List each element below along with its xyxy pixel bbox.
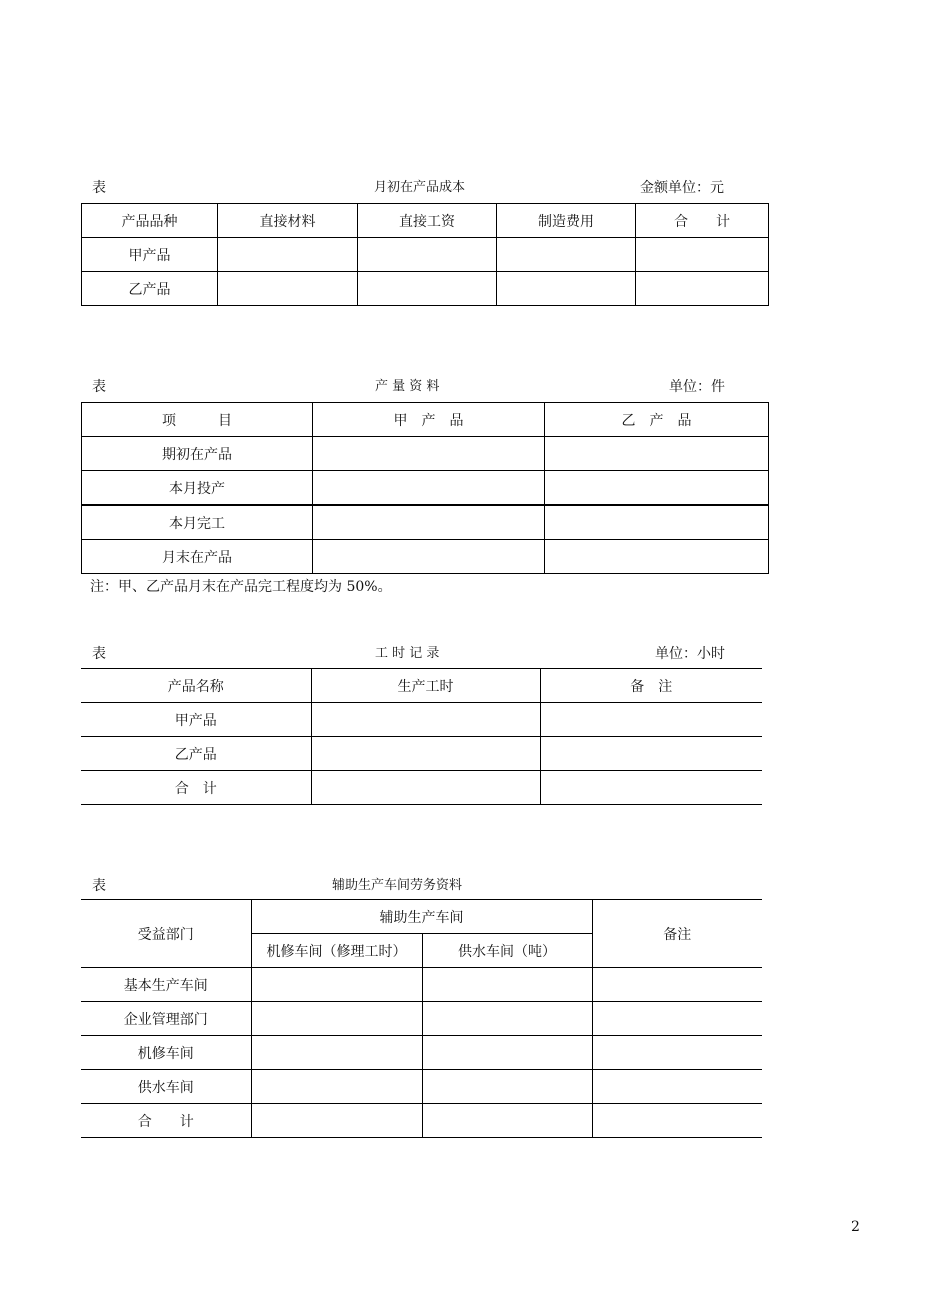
table-row xyxy=(81,1104,762,1138)
table-cell xyxy=(218,238,358,272)
table-cell xyxy=(251,1036,422,1070)
table4 xyxy=(81,899,762,1138)
table-cell xyxy=(218,272,358,306)
table1-header-cell: 产品品种 xyxy=(82,204,218,238)
table-cell: 乙产品 xyxy=(82,272,218,306)
table-cell xyxy=(311,703,540,737)
table-cell xyxy=(592,1070,762,1104)
table2-prefix: 表 xyxy=(92,379,106,395)
table2-unit: 单位：件 xyxy=(669,379,725,395)
table4-title: 辅助生产车间劳务资料 xyxy=(332,878,463,893)
table-cell xyxy=(313,505,545,540)
table-cell: 月末在产品 xyxy=(82,540,313,574)
table-cell xyxy=(540,771,762,805)
table3-caption xyxy=(92,644,772,664)
table4-header-remark: 备注 xyxy=(592,900,762,968)
table-row xyxy=(81,1070,762,1104)
table-row xyxy=(81,703,762,737)
table-cell xyxy=(592,1036,762,1070)
table-cell xyxy=(636,238,769,272)
table-cell xyxy=(251,968,422,1002)
table4-header-dept: 受益部门 xyxy=(81,900,251,968)
table4-header-sub1: 机修车间（修理工时） xyxy=(251,934,422,968)
table-cell xyxy=(422,1104,592,1138)
table-cell: 甲产品 xyxy=(81,703,311,737)
table-cell: 乙产品 xyxy=(81,737,311,771)
table-row xyxy=(82,238,769,272)
table-cell xyxy=(422,968,592,1002)
table3-header-cell: 备 注 xyxy=(540,669,762,703)
table3-unit: 单位：小时 xyxy=(655,646,725,662)
table-cell: 基本生产车间 xyxy=(81,968,251,1002)
table-cell: 供水车间 xyxy=(81,1070,251,1104)
table-cell xyxy=(313,437,545,471)
table3 xyxy=(81,668,762,805)
table3-header-row xyxy=(81,669,762,703)
table-cell xyxy=(540,737,762,771)
table2-header-row xyxy=(82,403,769,437)
table-cell xyxy=(311,737,540,771)
table-cell xyxy=(540,703,762,737)
table-row xyxy=(82,540,769,574)
table-cell xyxy=(545,437,769,471)
table-row xyxy=(81,1002,762,1036)
table4-prefix: 表 xyxy=(92,878,106,894)
table-cell xyxy=(497,238,636,272)
table4-header-row xyxy=(81,900,762,934)
table-row xyxy=(82,471,769,506)
table-row xyxy=(81,737,762,771)
table1-header-cell: 直接工资 xyxy=(358,204,497,238)
table-cell xyxy=(251,1104,422,1138)
table-cell xyxy=(311,771,540,805)
table1-header-cell: 合 计 xyxy=(636,204,769,238)
table-cell xyxy=(592,1002,762,1036)
table2-header-cell: 甲 产 品 xyxy=(313,403,545,437)
table-cell: 合 计 xyxy=(81,1104,251,1138)
table-cell xyxy=(545,505,769,540)
table1-caption xyxy=(92,178,772,198)
table-cell xyxy=(358,238,497,272)
table1-prefix: 表 xyxy=(92,180,106,196)
table1-header-row xyxy=(82,204,769,238)
table4-header-group: 辅助生产车间 xyxy=(251,900,592,934)
table-cell: 合 计 xyxy=(81,771,311,805)
table1-unit: 金额单位：元 xyxy=(640,180,724,196)
table-row xyxy=(81,968,762,1002)
table-cell xyxy=(251,1070,422,1104)
table-row xyxy=(82,437,769,471)
table-cell: 本月完工 xyxy=(82,505,313,540)
table2-title: 产 量 资 料 xyxy=(375,379,440,394)
table2-note: 注：甲、乙产品月末在产品完工程度均为 50%。 xyxy=(90,579,392,595)
table-cell xyxy=(636,272,769,306)
table-cell: 期初在产品 xyxy=(82,437,313,471)
table3-title: 工 时 记 录 xyxy=(375,646,440,661)
table2-caption xyxy=(92,377,772,397)
table-cell xyxy=(422,1002,592,1036)
table-row xyxy=(82,505,769,540)
table3-header-cell: 产品名称 xyxy=(81,669,311,703)
table-cell xyxy=(422,1036,592,1070)
table-cell xyxy=(497,272,636,306)
table-cell: 本月投产 xyxy=(82,471,313,506)
table1-title: 月初在产品成本 xyxy=(374,180,466,195)
table-cell: 甲产品 xyxy=(82,238,218,272)
table-cell xyxy=(313,540,545,574)
table-cell xyxy=(545,540,769,574)
table-row xyxy=(81,771,762,805)
table4-header-sub2: 供水车间（吨） xyxy=(422,934,592,968)
table-row xyxy=(81,1036,762,1070)
table-cell xyxy=(592,968,762,1002)
page-number: 2 xyxy=(851,1219,860,1235)
table2-header-cell: 乙 产 品 xyxy=(545,403,769,437)
table2 xyxy=(81,402,769,574)
table-cell: 企业管理部门 xyxy=(81,1002,251,1036)
table3-prefix: 表 xyxy=(92,646,106,662)
table-row xyxy=(82,272,769,306)
table4-caption xyxy=(92,876,772,896)
table-cell xyxy=(358,272,497,306)
table1-header-cell: 制造费用 xyxy=(497,204,636,238)
table3-header-cell: 生产工时 xyxy=(311,669,540,703)
table-cell xyxy=(545,471,769,506)
table-cell xyxy=(251,1002,422,1036)
table1 xyxy=(81,203,769,306)
table-cell xyxy=(313,471,545,506)
table2-header-cell: 项 目 xyxy=(82,403,313,437)
table-cell xyxy=(592,1104,762,1138)
table1-header-cell: 直接材料 xyxy=(218,204,358,238)
table-cell: 机修车间 xyxy=(81,1036,251,1070)
table-cell xyxy=(422,1070,592,1104)
